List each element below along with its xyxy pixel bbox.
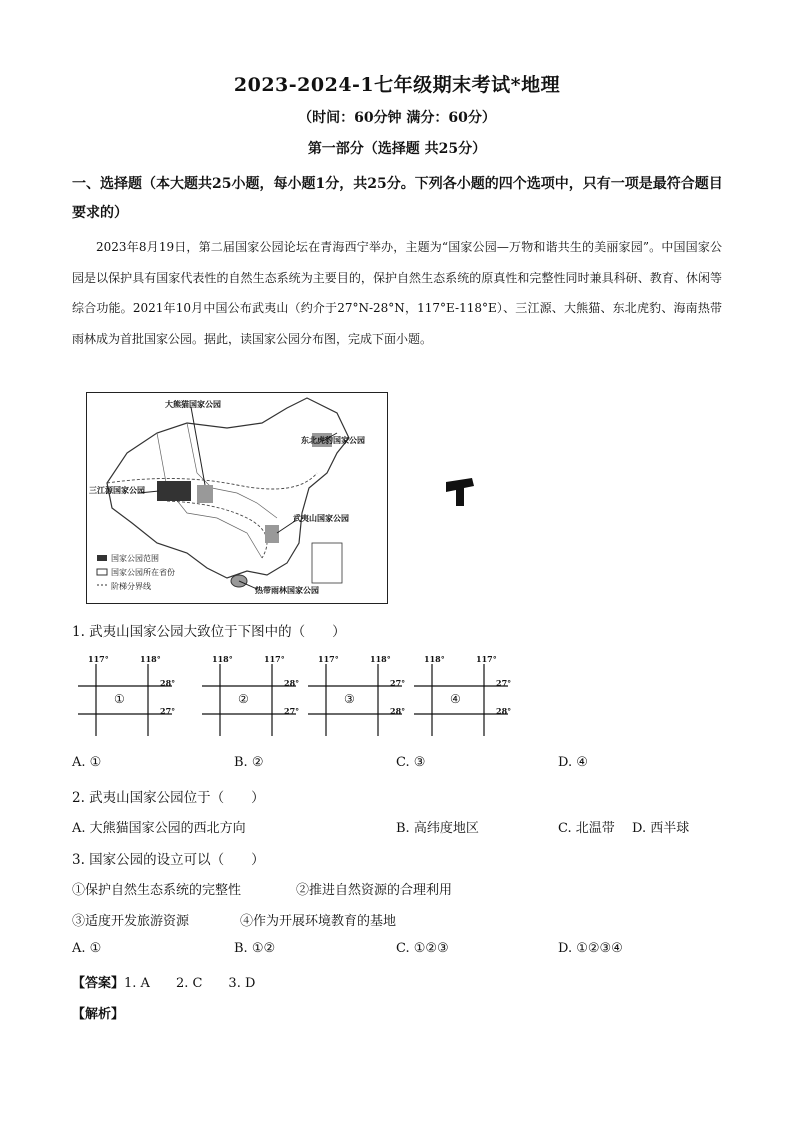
grid-lat-lower: 27° bbox=[284, 706, 300, 716]
legend-step-label: 阶梯分界线 bbox=[111, 582, 151, 591]
exam-time-score: （时间：60分钟 满分：60分） bbox=[298, 110, 496, 126]
q3-statement-4: ④作为开展环境教育的基地 bbox=[240, 914, 397, 929]
grid-mark: ① bbox=[114, 692, 125, 706]
grid-lines bbox=[76, 652, 182, 738]
grid-lon-right: 118° bbox=[140, 654, 161, 664]
grid-lon-right: 117° bbox=[264, 654, 285, 664]
grid-mark: ③ bbox=[344, 692, 355, 706]
q3-option-b[interactable]: B. ①② bbox=[234, 941, 276, 956]
q1-option-a[interactable]: A. ① bbox=[72, 755, 102, 770]
grid-mark: ② bbox=[238, 692, 249, 706]
map-label-hainan: 热带雨林国家公园 bbox=[255, 585, 319, 595]
legend-park-swatch bbox=[97, 555, 107, 561]
q2-option-a[interactable]: A. 大熊猫国家公园的西北方向 bbox=[72, 821, 246, 836]
map-label-panda: 大熊猫国家公园 bbox=[165, 399, 221, 409]
grid-lines bbox=[306, 652, 412, 738]
q3-statement-3: ③适度开发旅游资源 bbox=[72, 914, 190, 929]
panda-park-area bbox=[197, 485, 213, 503]
south-sea-inset bbox=[312, 543, 342, 583]
grid-figure-2 bbox=[200, 652, 306, 738]
grid-figure-4 bbox=[412, 652, 518, 738]
leader-line-panda bbox=[191, 407, 205, 485]
legend-park-label: 国家公园范围 bbox=[111, 554, 159, 563]
wuyishan-park-area bbox=[265, 525, 279, 543]
grid-figure-1 bbox=[76, 652, 182, 738]
grid-mark: ④ bbox=[450, 692, 461, 706]
answer-label: 【答案】 bbox=[72, 976, 125, 991]
answer-text: 1. A 2. C 3. D bbox=[124, 976, 256, 991]
map-label-tiger: 东北虎豹国家公园 bbox=[301, 435, 365, 445]
q1-option-c[interactable]: C. ③ bbox=[396, 755, 426, 770]
part-heading: 第一部分（选择题 共25分） bbox=[307, 141, 487, 157]
grid-lat-lower: 28° bbox=[496, 706, 512, 716]
grid-lat-upper: 27° bbox=[496, 678, 512, 688]
q3-option-a[interactable]: A. ① bbox=[72, 941, 102, 956]
q2-option-b[interactable]: B. 高纬度地区 bbox=[396, 821, 479, 836]
question-2-stem: 2. 武夷山国家公园位于（ ） bbox=[72, 790, 265, 806]
q3-option-d[interactable]: D. ①②③④ bbox=[558, 941, 623, 956]
exam-title: 2023-2024-1七年级期末考试*地理 bbox=[233, 74, 561, 96]
analysis-label: 【解析】 bbox=[72, 1007, 125, 1022]
q2-option-c[interactable]: C. 北温带 bbox=[558, 821, 615, 836]
grid-lon-left: 118° bbox=[424, 654, 445, 664]
scan-artifact-mark bbox=[442, 472, 482, 512]
q3-statement-1: ①保护自然生态系统的完整性 bbox=[72, 883, 242, 898]
q1-option-d[interactable]: D. ④ bbox=[558, 755, 588, 770]
grid-lat-upper: 28° bbox=[284, 678, 300, 688]
map-label-wuyishan: 武夷山国家公园 bbox=[293, 513, 349, 523]
national-park-map bbox=[86, 392, 388, 604]
sanjiangyuan-park-area bbox=[157, 481, 191, 501]
grid-lon-left: 117° bbox=[88, 654, 109, 664]
q1-option-b[interactable]: B. ② bbox=[234, 755, 264, 770]
grid-lon-left: 118° bbox=[212, 654, 233, 664]
grid-lat-lower: 27° bbox=[160, 706, 176, 716]
grid-lon-right: 117° bbox=[476, 654, 497, 664]
grid-lines bbox=[412, 652, 518, 738]
section-heading: 一、选择题（本大题共25小题，每小题1分，共25分。下列各小题的四个选项中，只有一项是最符合题目要求的） bbox=[72, 176, 723, 221]
legend-province-label: 国家公园所在省份 bbox=[111, 568, 175, 577]
question-3-stem: 3. 国家公园的设立可以（ ） bbox=[72, 852, 265, 868]
grid-lat-lower: 28° bbox=[390, 706, 406, 716]
answer-line bbox=[72, 972, 255, 991]
q2-option-d[interactable]: D. 西半球 bbox=[632, 821, 690, 836]
grid-figure-3 bbox=[306, 652, 412, 738]
step-boundary-line-2 bbox=[167, 501, 267, 558]
grid-lat-upper: 27° bbox=[390, 678, 406, 688]
grid-lat-upper: 28° bbox=[160, 678, 176, 688]
q3-statement-2: ②推进自然资源的合理利用 bbox=[296, 883, 453, 898]
grid-lines bbox=[200, 652, 306, 738]
legend-province-swatch bbox=[97, 569, 107, 575]
province-lines bbox=[187, 423, 277, 518]
intro-paragraph: 2023年8月19日，第二届国家公园论坛在青海西宁举办，主题为“国家公园—万物和谐共生的美丽家园”。中国国家公园是以保护具有国家代表性的自然生态系统为主要目的，保护自然生态系统的原真性和完整性同时兼具科研、教育、休闲等综合功能。2021年10月中国公布武夷山（约介于27°N-28°N，117°E-118°E）、三江源、大熊猫、东北虎豹、海南热带雨林成为首批国家公园。据此，读国家公园分布图，完成下面小题。 bbox=[72, 240, 722, 346]
q3-option-c[interactable]: C. ①②③ bbox=[396, 941, 449, 956]
question-1-stem: 1. 武夷山国家公园大致位于下图中的（ ） bbox=[72, 624, 346, 640]
grid-lon-left: 117° bbox=[318, 654, 339, 664]
grid-lon-right: 118° bbox=[370, 654, 391, 664]
map-label-sanjiangyuan: 三江源国家公园 bbox=[89, 485, 145, 495]
